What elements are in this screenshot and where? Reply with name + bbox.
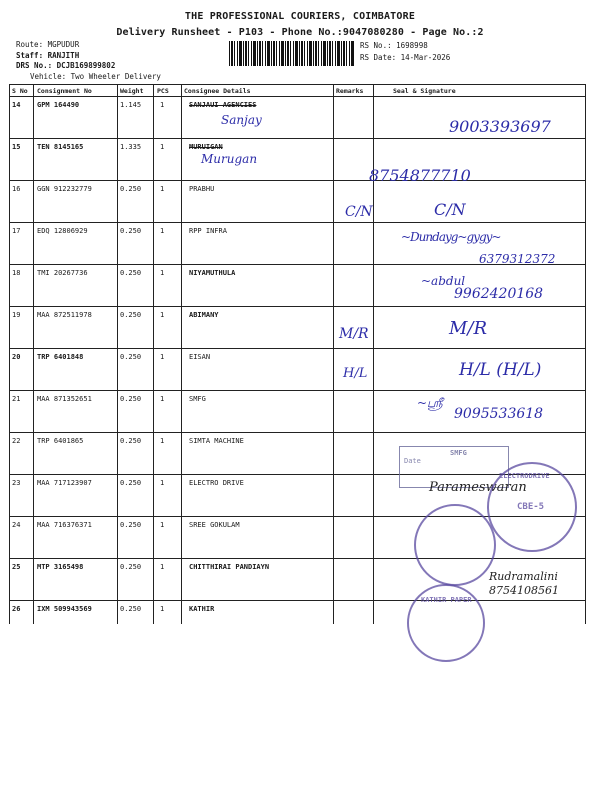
- document-subtitle: Delivery Runsheet - P103 - Phone No.:9047080280 - Page No.:2: [116, 27, 484, 38]
- kathir-seal-text: KATHIR PAPER: [421, 596, 472, 604]
- row-consignee: PRABHU: [189, 185, 215, 193]
- vehicle: Vehicle: Two Wheeler Delivery: [30, 72, 161, 81]
- row-consignee: ABIMANY: [189, 311, 219, 319]
- row-sno: 18: [12, 269, 21, 277]
- row-weight: 0.250: [120, 437, 142, 445]
- handwritten-name: Murugan: [201, 152, 258, 166]
- row-sno: 17: [12, 227, 21, 235]
- row-pcs: 1: [160, 437, 165, 445]
- row-sno: 16: [12, 185, 21, 193]
- col-header-seal: Seal & Signature: [393, 87, 456, 95]
- company-seal: [487, 462, 577, 552]
- row-weight: 0.250: [120, 605, 142, 613]
- handwritten-signature: 9095533618: [454, 406, 544, 422]
- seal-city: CBE-5: [517, 502, 545, 512]
- row-sno: 15: [12, 143, 21, 151]
- row-weight: 0.250: [120, 353, 142, 361]
- signature-scribble: ~Dundayg~gygy~: [401, 230, 501, 244]
- row-consignee: CHITTHIRAI PANDIAYN: [189, 563, 270, 571]
- row-consignment: GGN 912232779: [37, 185, 92, 193]
- row-weight: 0.250: [120, 185, 142, 193]
- row-pcs: 1: [160, 269, 165, 277]
- row-weight: 0.250: [120, 227, 142, 235]
- row-weight: 0.250: [120, 479, 142, 487]
- row-sno: 25: [12, 563, 21, 571]
- row-weight: 0.250: [120, 395, 142, 403]
- row-pcs: 1: [160, 479, 165, 487]
- stamp-smfg: SMFG: [450, 449, 467, 457]
- signature-scribble: ~ஸ்ரீ: [417, 396, 443, 410]
- handwritten-remark: C/N: [345, 204, 373, 220]
- meta-right: [360, 40, 450, 64]
- row-consignment: TRP 6401865: [37, 437, 84, 445]
- row-pcs: 1: [160, 563, 165, 571]
- handwritten-name: Sanjay: [221, 113, 262, 127]
- row-consignment: MAA 871352651: [37, 395, 92, 403]
- row-sno: 14: [12, 101, 21, 109]
- handwritten-remark: H/L: [343, 366, 368, 381]
- row-pcs: 1: [160, 605, 165, 613]
- row-consignment: GPM 164490: [37, 101, 80, 109]
- row-pcs: 1: [160, 395, 165, 403]
- handwritten-signature: M/R: [449, 318, 488, 339]
- handwritten-signature: Parameswaran: [429, 480, 527, 495]
- secondary-seal: [414, 504, 496, 586]
- staff: Staff: RANJITH: [16, 50, 80, 60]
- row-consignee: SREE GOKULAM: [189, 521, 240, 529]
- row-pcs: 1: [160, 311, 165, 319]
- handwritten-signature: 9962420168: [454, 286, 544, 302]
- handwritten-signature: 9003393697: [449, 117, 551, 136]
- col-header-pcs: PCS: [157, 87, 169, 95]
- col-header-consignment: Consignment No: [37, 87, 92, 95]
- col-header-remarks: Remarks: [336, 87, 364, 95]
- handwritten-signature: 6379312372: [479, 252, 556, 266]
- col-header-consignee: Consignee Details: [184, 87, 251, 95]
- row-consignee: KATHIR: [189, 605, 215, 613]
- handwritten-remark: M/R: [339, 326, 369, 342]
- row-pcs: 1: [160, 143, 165, 151]
- row-consignment: IXM 509943569: [37, 605, 92, 613]
- row-consignee: MURUIGAN: [189, 143, 223, 151]
- document-title: THE PROFESSIONAL COURIERS, COIMBATORE: [184, 11, 416, 22]
- row-consignee: ELECTRO DRIVE: [189, 479, 244, 487]
- rs-number: RS No.: 1698998: [360, 41, 428, 50]
- drs-number: DRS No.: DCJB169899802: [16, 61, 116, 70]
- col-header-weight: Weight: [120, 87, 144, 95]
- row-weight: 1.335: [120, 143, 142, 151]
- row-pcs: 1: [160, 521, 165, 529]
- runsheet-table: [9, 84, 586, 624]
- row-consignee: RPP INFRA: [189, 227, 227, 235]
- row-consignment: MAA 716376371: [37, 521, 92, 529]
- row-consignment: EDQ 12806929: [37, 227, 88, 235]
- col-header-sno: S No: [12, 87, 28, 95]
- row-consignment: TEN 8145165: [37, 143, 84, 151]
- row-weight: 0.250: [120, 311, 142, 319]
- row-sno: 22: [12, 437, 21, 445]
- row-weight: 1.145: [120, 101, 142, 109]
- row-consignment: MAA 872511978: [37, 311, 92, 319]
- handwritten-signature: C/N: [434, 200, 466, 219]
- seal-text: ELECTRODRIVE: [499, 472, 550, 480]
- handwritten-signature: 8754877710: [369, 166, 471, 185]
- row-consignee: SIMTA MACHINE: [189, 437, 244, 445]
- row-sno: 24: [12, 521, 21, 529]
- row-pcs: 1: [160, 353, 165, 361]
- row-consignment: MTP 3165498: [37, 563, 84, 571]
- row-sno: 19: [12, 311, 21, 319]
- row-consignee: SMFG: [189, 395, 206, 403]
- row-consignment: TRP 6401848: [37, 353, 84, 361]
- row-sno: 23: [12, 479, 21, 487]
- row-weight: 0.250: [120, 563, 142, 571]
- row-consignment: MAA 717123907: [37, 479, 92, 487]
- handwritten-signature: H/L (H/L): [459, 360, 542, 380]
- row-consignee: EISAN: [189, 353, 211, 361]
- row-consignee: SANJAUI AGENCIES: [189, 101, 257, 109]
- row-pcs: 1: [160, 101, 165, 109]
- row-sno: 20: [12, 353, 21, 361]
- row-sno: 21: [12, 395, 21, 403]
- row-consignee: NIYAMUTHULA: [189, 269, 236, 277]
- signature-scribble: ~abdul: [421, 274, 466, 288]
- route: Route: MGPUDUR: [16, 40, 80, 49]
- row-consignment: TMI 20267736: [37, 269, 88, 277]
- barcode: [229, 41, 355, 66]
- row-weight: 0.250: [120, 269, 142, 277]
- stamp-date-label: Date: [404, 457, 421, 465]
- rs-date: RS Date: 14-Mar-2026: [360, 53, 451, 62]
- handwritten-signature: Rudramalini 8754108561: [489, 570, 559, 597]
- row-pcs: 1: [160, 185, 165, 193]
- kathir-seal: [407, 584, 485, 662]
- meta-left: [16, 40, 115, 72]
- row-pcs: 1: [160, 227, 165, 235]
- row-weight: 0.250: [120, 521, 142, 529]
- row-sno: 26: [12, 605, 21, 613]
